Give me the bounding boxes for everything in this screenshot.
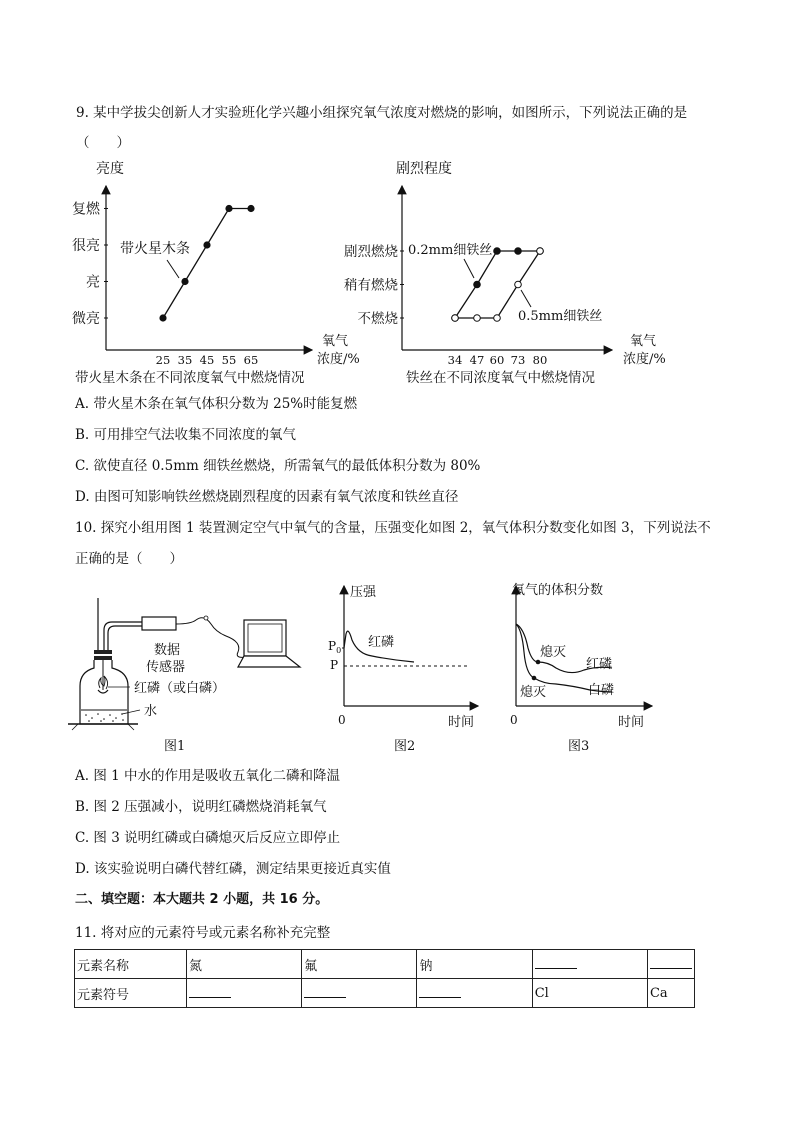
chart-caption-left: 带火星木条在不同浓度氧气中燃烧情况 bbox=[75, 370, 305, 386]
y-level-label: 很亮 bbox=[72, 238, 100, 254]
chart-iron-wire bbox=[340, 150, 680, 390]
data-point bbox=[494, 248, 501, 255]
y-axis-title: 压强 bbox=[350, 585, 377, 600]
table-row-symbol bbox=[75, 979, 695, 1008]
q9-option-a: A. 带火星木条在氧气体积分数为 25%时能复燃 bbox=[75, 396, 358, 412]
origin: 0 bbox=[338, 713, 346, 727]
q10-stem-line1: 10. 探究小组用图 1 装置测定空气中氧气的含量，压强变化如图 2，氧气体积分数变化如图 3，下列说法不 bbox=[75, 520, 711, 536]
q10-option-c: C. 图 3 说明红磷或白磷熄灭后反应立即停止 bbox=[75, 830, 341, 846]
q10-stem-line2: 正确的是（ ） bbox=[75, 551, 183, 567]
series-line-02mm bbox=[455, 251, 540, 318]
chart-splint bbox=[60, 150, 360, 390]
label-p: P bbox=[330, 658, 339, 672]
x-tick-label: 47 bbox=[469, 353, 485, 367]
label-extinguish-1: 熄灭 bbox=[540, 645, 567, 660]
q11-stem: 11. 将对应的元素符号或元素名称补充完整 bbox=[75, 925, 331, 941]
table-row-name bbox=[75, 950, 695, 979]
data-point bbox=[537, 248, 544, 255]
chart-caption-right: 铁丝在不同浓度氧气中燃烧情况 bbox=[406, 370, 595, 386]
glass-bottle bbox=[80, 660, 128, 724]
y-axis-title: 亮度 bbox=[96, 161, 124, 177]
label-white-phosphorus: 白磷 bbox=[588, 683, 615, 698]
x-axis-title-2: 浓度/% bbox=[317, 352, 360, 367]
answer-blank[interactable] bbox=[419, 985, 461, 998]
section2-heading: 二、填空题：本大题共 2 小题，共 16 分。 bbox=[75, 892, 329, 907]
laptop-base bbox=[238, 656, 300, 667]
data-sensor bbox=[142, 617, 176, 630]
y-level-label: 不燃烧 bbox=[357, 311, 398, 327]
label-p0: $P_0$ bbox=[328, 639, 342, 655]
x-tick-label: 25 bbox=[155, 353, 171, 367]
series-pointer bbox=[167, 260, 179, 278]
x-tick-label: 80 bbox=[532, 353, 548, 367]
extinguish-point-red bbox=[536, 660, 541, 665]
q10-option-d: D. 该实验说明白磷代替红磷，测定结果更接近真实值 bbox=[75, 861, 391, 877]
x-axis-title-1: 氧气 bbox=[630, 334, 657, 349]
label-water: 水 bbox=[144, 704, 158, 719]
data-point bbox=[181, 278, 188, 285]
x-tick-label: 34 bbox=[447, 353, 463, 367]
q10-option-b: B. 图 2 压强减小，说明红磷燃烧消耗氧气 bbox=[75, 799, 327, 815]
fig1-apparatus bbox=[66, 590, 316, 760]
table-cell: 钠 bbox=[417, 950, 532, 979]
data-point bbox=[494, 315, 501, 322]
answer-blank-cell[interactable] bbox=[647, 950, 694, 979]
table-cell: 元素符号 bbox=[75, 979, 187, 1008]
table-cell: Cl bbox=[532, 979, 647, 1008]
y-level-label: 稍有燃烧 bbox=[344, 277, 398, 294]
data-point bbox=[515, 281, 522, 288]
y-level-label: 亮 bbox=[86, 274, 100, 291]
q10-option-a: A. 图 1 中水的作用是吸收五氧化二磷和降温 bbox=[75, 768, 341, 784]
x-tick-label: 60 bbox=[489, 353, 505, 367]
fig2-pressure-chart bbox=[322, 578, 492, 760]
fig2-caption: 图2 bbox=[394, 739, 416, 754]
fig1-caption: 图1 bbox=[164, 739, 186, 754]
q9-option-d: D. 由图可知影响铁丝燃烧剧烈程度的因素有氧气浓度和铁丝直径 bbox=[75, 489, 459, 505]
label-extinguish-2: 熄灭 bbox=[520, 685, 547, 700]
fig3-caption: 图3 bbox=[568, 739, 590, 754]
y-level-label: 剧烈燃烧 bbox=[344, 244, 398, 260]
y-axis-title: 氧气的体积分数 bbox=[512, 583, 604, 598]
series-label-05mm: 0.5mm细铁丝 bbox=[518, 309, 603, 324]
series-pointer-02mm bbox=[464, 259, 474, 278]
x-tick-label: 65 bbox=[243, 353, 259, 367]
y-level-label: 复燃 bbox=[72, 201, 100, 218]
q9-paren: （ ） bbox=[76, 135, 130, 151]
data-point bbox=[515, 248, 522, 255]
answer-blank-cell[interactable] bbox=[186, 979, 301, 1008]
series-line-05mm bbox=[455, 251, 540, 318]
series-label: 带火星木条 bbox=[120, 241, 190, 257]
data-point bbox=[474, 315, 481, 322]
extinguish-point-white bbox=[532, 676, 537, 681]
label-sensor: 传感器 bbox=[146, 660, 186, 675]
element-table bbox=[74, 949, 695, 1008]
series-line bbox=[163, 209, 251, 319]
table-cell: 氟 bbox=[302, 950, 417, 979]
answer-blank[interactable] bbox=[189, 985, 231, 998]
curve-label: 红磷 bbox=[368, 635, 395, 650]
y-level-label: 微亮 bbox=[72, 311, 100, 327]
table-cell: Ca bbox=[647, 979, 694, 1008]
q9-option-b: B. 可用排空气法收集不同浓度的氧气 bbox=[75, 427, 297, 443]
x-axis-title-2: 浓度/% bbox=[623, 352, 666, 367]
data-point bbox=[452, 315, 459, 322]
x-axis-title-1: 氧气 bbox=[322, 334, 349, 349]
data-point bbox=[247, 205, 254, 212]
data-point bbox=[474, 281, 481, 288]
answer-blank[interactable] bbox=[650, 956, 692, 969]
answer-blank[interactable] bbox=[535, 956, 577, 969]
data-point bbox=[159, 314, 166, 321]
label-red-phosphorus: 红磷 bbox=[586, 657, 613, 672]
table-cell: 氮 bbox=[186, 950, 301, 979]
sensor-cable bbox=[176, 618, 254, 658]
x-axis-title: 时间 bbox=[618, 715, 645, 730]
label-phosphorus: 红磷（或白磷） bbox=[134, 681, 226, 696]
table-cell: 元素名称 bbox=[75, 950, 187, 979]
origin: 0 bbox=[510, 713, 518, 727]
x-tick-label: 45 bbox=[199, 353, 215, 367]
data-point bbox=[203, 241, 210, 248]
x-tick-label: 35 bbox=[177, 353, 193, 367]
fig3-oxygen-chart bbox=[494, 578, 664, 760]
series-label-02mm: 0.2mm细铁丝 bbox=[408, 243, 493, 258]
label-data: 数据 bbox=[154, 643, 181, 658]
answer-blank-cell[interactable] bbox=[302, 979, 417, 1008]
answer-blank-cell[interactable] bbox=[417, 979, 532, 1008]
x-tick-label: 55 bbox=[221, 353, 237, 367]
data-point bbox=[225, 205, 232, 212]
x-tick-label: 73 bbox=[510, 353, 526, 367]
q9-stem: 9. 某中学拔尖创新人才实验班化学兴趣小组探究氧气浓度对燃烧的影响，如图所示，下列说法正确的是 bbox=[76, 105, 688, 121]
series-pointer-05mm bbox=[521, 290, 531, 307]
x-axis-title: 时间 bbox=[448, 715, 475, 730]
q9-option-c: C. 欲使直径 0.5mm 细铁丝燃烧，所需氧气的最低体积分数为 80% bbox=[75, 458, 481, 474]
answer-blank-cell[interactable] bbox=[532, 950, 647, 979]
answer-blank[interactable] bbox=[304, 985, 346, 998]
y-axis-title: 剧烈程度 bbox=[396, 161, 452, 177]
